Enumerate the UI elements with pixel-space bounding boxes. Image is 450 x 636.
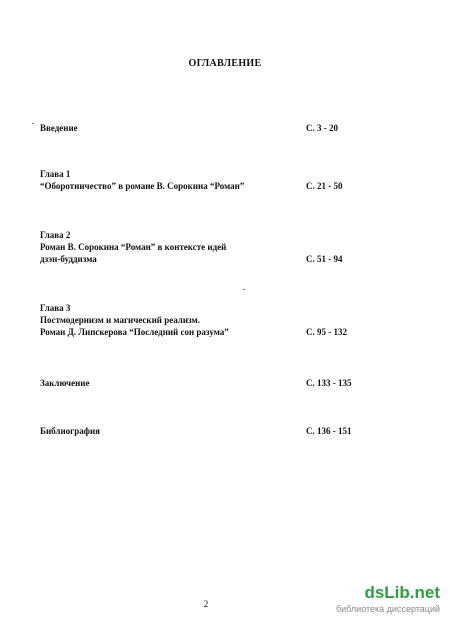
toc-entry-title: Библиография [40,426,101,436]
toc-entry-title: “Оборотничество” в романе В. Сорокина “Роман” [40,181,245,191]
toc-page-range: С. 136 - 151 [306,426,352,436]
scan-speck [243,289,245,290]
toc-entry-conclusion [40,377,370,389]
toc-entry-chapter-3 [40,302,370,338]
toc-page-range: С. 133 - 135 [306,378,352,388]
toc-page-range: С. 95 - 132 [306,327,347,337]
toc-entry-title: Роман В. Сорокина “Роман” в контексте идей [40,242,227,252]
toc-entry-title: Заключение [40,378,90,388]
toc-entry-title-continued: Роман Д. Липскерова “Последний сон разума” [40,327,229,337]
scan-speck [32,123,34,124]
toc-entry-bibliography [40,425,370,437]
toc-page-range: С. 3 - 20 [306,123,338,133]
toc-entry-introduction [40,122,370,134]
toc-chapter-label: Глава 2 [40,230,71,240]
toc-entry-title: Постмодернизм и магический реализм. [40,315,200,325]
toc-page-range: С. 21 - 50 [306,181,343,191]
toc-entry-chapter-2 [40,229,370,265]
watermark-brand: dsLib.net [364,583,440,602]
page-number: 2 [203,599,209,609]
toc-chapter-label: Глава 1 [40,169,71,179]
toc-chapter-label: Глава 3 [40,303,71,313]
toc-page-range: С. 51 - 94 [306,254,343,264]
watermark-subtitle: библиотека диссертаций [335,604,440,614]
page-title: ОГЛАВЛЕНИЕ [188,58,262,69]
toc-entry-title: Введение [40,123,78,133]
toc-entry-title-continued: дзэн-буддизма [40,254,97,264]
watermark [290,583,440,615]
toc-entry-chapter-1 [40,168,370,192]
